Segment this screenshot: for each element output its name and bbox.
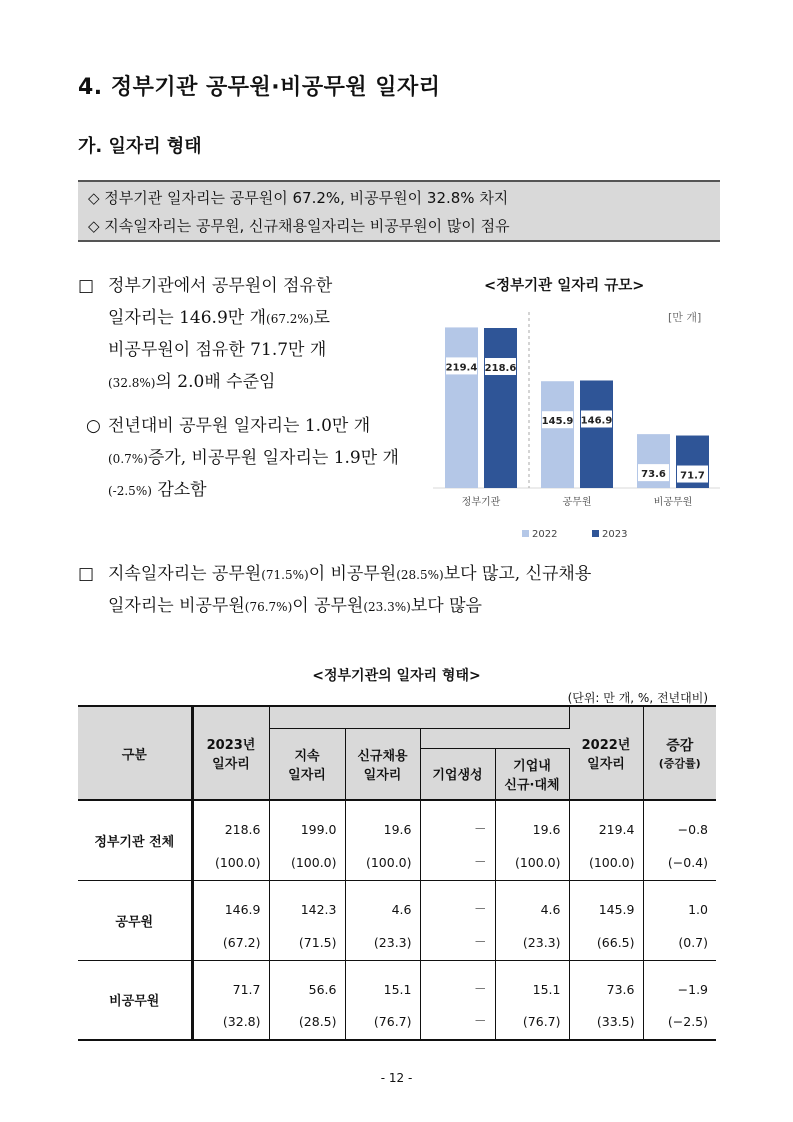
share-cell: (0.7) <box>643 920 716 960</box>
share-cell: (100.0) <box>345 840 420 880</box>
data-label-2023-0: 218.6 <box>484 363 517 375</box>
subsection-heading: 가. 일자리 형태 <box>78 136 202 157</box>
share-cell: (71.5) <box>269 920 345 960</box>
share-cell: － <box>420 840 495 880</box>
share-cell: (−0.4) <box>643 840 716 880</box>
share-cell: (32.8) <box>192 1000 269 1040</box>
share-cell: (28.5) <box>269 1000 345 1040</box>
summary-line-2: ◇ 지속일자리는 공무원, 신규채용일자리는 비공무원이 많이 점유 <box>88 217 510 235</box>
header-new-hire-jobs: 신규채용 일자리 <box>345 728 420 800</box>
share-cell: － <box>420 1000 495 1040</box>
row-label: 비공무원 <box>78 960 192 1040</box>
value-cell: −1.9 <box>677 982 708 997</box>
x-tick-label-2: 비공무원 <box>653 497 693 508</box>
share-cell: (33.5) <box>569 1000 643 1040</box>
value-cell: 19.6 <box>345 800 420 840</box>
value-cell: － <box>420 880 495 920</box>
table-row <box>78 800 716 840</box>
header-category: 구분 <box>78 706 192 800</box>
value-cell: 19.6 <box>495 800 569 840</box>
header-blank-sub <box>420 728 569 748</box>
para3-bullet: □ <box>78 564 95 584</box>
chart-title: <정부기관 일자리 규모> <box>484 278 645 294</box>
value-cell: 73.6 <box>569 960 643 1000</box>
para1-line-4: (32.8%)의 2.0배 수준임 <box>108 372 276 392</box>
value-cell: 199.0 <box>269 800 345 840</box>
row-label: 공무원 <box>78 880 192 960</box>
share-cell: (100.0) <box>495 840 569 880</box>
share-cell: (100.0) <box>569 840 643 880</box>
bar-2023-1 <box>580 380 613 488</box>
summary-box <box>78 180 720 242</box>
data-label-2022-1: 145.9 <box>541 416 574 428</box>
para1-bullet: □ <box>78 276 95 296</box>
bar-2022-1 <box>541 381 574 488</box>
data-label-2022-2: 73.6 <box>641 469 666 481</box>
legend-swatch-2022 <box>522 530 529 537</box>
data-label-2023-2: 71.7 <box>680 470 705 482</box>
value-cell: － <box>420 800 495 840</box>
para2-line-2: (0.7%)증가, 비공무원 일자리는 1.9만 개 <box>108 448 399 468</box>
share-cell: (76.7) <box>345 1000 420 1040</box>
para2-line-1: 전년대비 공무원 일자리는 1.0만 개 <box>108 416 371 436</box>
share-cell: (76.7) <box>495 1000 569 1040</box>
header-company-creation: 기업생성 <box>420 748 495 800</box>
value-cell: 71.7 <box>192 960 269 1000</box>
chart-unit: [만 개] <box>668 311 702 324</box>
para3-line-1: 지속일자리는 공무원(71.5%)이 비공무원(28.5%)보다 많고, 신규채용 <box>108 564 592 584</box>
para3-line-2: 일자리는 비공무원(76.7%)이 공무원(23.3%)보다 많음 <box>108 596 482 616</box>
para1-line-3: 비공무원이 점유한 71.7만 개 <box>108 340 327 360</box>
value-cell: 218.6 <box>192 800 269 840</box>
section-heading: 4. 정부기관 공무원·비공무원 일자리 <box>78 75 441 100</box>
value-cell: 4.6 <box>495 880 569 920</box>
para1-line-1: 정부기관에서 공무원이 점유한 <box>108 276 333 296</box>
row-label: 정부기관 전체 <box>78 800 192 880</box>
x-tick-label-1: 공무원 <box>562 497 592 508</box>
share-cell: (100.0) <box>269 840 345 880</box>
header-internal-new-replacement: 기업내 신규·대체 <box>495 748 569 800</box>
value-cell: 219.4 <box>569 800 643 840</box>
header-continuing-jobs: 지속 일자리 <box>269 728 345 800</box>
table-row <box>78 960 716 1000</box>
data-label-2022-0: 219.4 <box>445 362 478 374</box>
value-cell: 1.0 <box>688 902 708 917</box>
header-change: 증감 (증감률) <box>643 706 716 800</box>
table-title: <정부기관의 일자리 형태> <box>312 668 481 684</box>
share-cell: (66.5) <box>569 920 643 960</box>
para2-bullet: ○ <box>86 416 101 436</box>
header-blank-span <box>269 706 569 728</box>
value-cell: 4.6 <box>345 880 420 920</box>
jobs-table <box>78 705 716 1041</box>
page-number: - 12 - <box>380 1071 413 1085</box>
legend-label-2023: 2023 <box>602 529 628 540</box>
value-cell: 15.1 <box>495 960 569 1000</box>
para1-line-2: 일자리는 146.9만 개(67.2%)로 <box>108 308 330 328</box>
table-unit: (단위: 만 개, %, 전년대비) <box>567 691 708 705</box>
value-cell: － <box>420 960 495 1000</box>
value-cell: 15.1 <box>345 960 420 1000</box>
share-cell: － <box>420 920 495 960</box>
share-cell: (23.3) <box>345 920 420 960</box>
value-cell: 142.3 <box>269 880 345 920</box>
header-2022-jobs: 2022년 일자리 <box>569 706 643 800</box>
value-cell: −0.8 <box>677 822 708 837</box>
share-cell: (67.2) <box>192 920 269 960</box>
bar-chart <box>430 300 720 550</box>
bar-2022-0 <box>445 327 478 488</box>
legend-label-2022: 2022 <box>532 529 558 540</box>
data-label-2023-1: 146.9 <box>580 415 613 427</box>
value-cell: 145.9 <box>569 880 643 920</box>
header-2023-jobs: 2023년 일자리 <box>192 706 269 800</box>
summary-line-1: ◇ 정부기관 일자리는 공무원이 67.2%, 비공무원이 32.8% 차지 <box>88 189 509 207</box>
share-cell: (−2.5) <box>643 1000 716 1040</box>
share-cell: (23.3) <box>495 920 569 960</box>
value-cell: 146.9 <box>192 880 269 920</box>
x-tick-label-0: 정부기관 <box>461 497 501 508</box>
table-row <box>78 880 716 920</box>
value-cell: 56.6 <box>269 960 345 1000</box>
legend-swatch-2023 <box>592 530 599 537</box>
bar-2023-0 <box>484 328 517 488</box>
share-cell: (100.0) <box>192 840 269 880</box>
para2-line-3: (-2.5%) 감소함 <box>108 480 207 500</box>
